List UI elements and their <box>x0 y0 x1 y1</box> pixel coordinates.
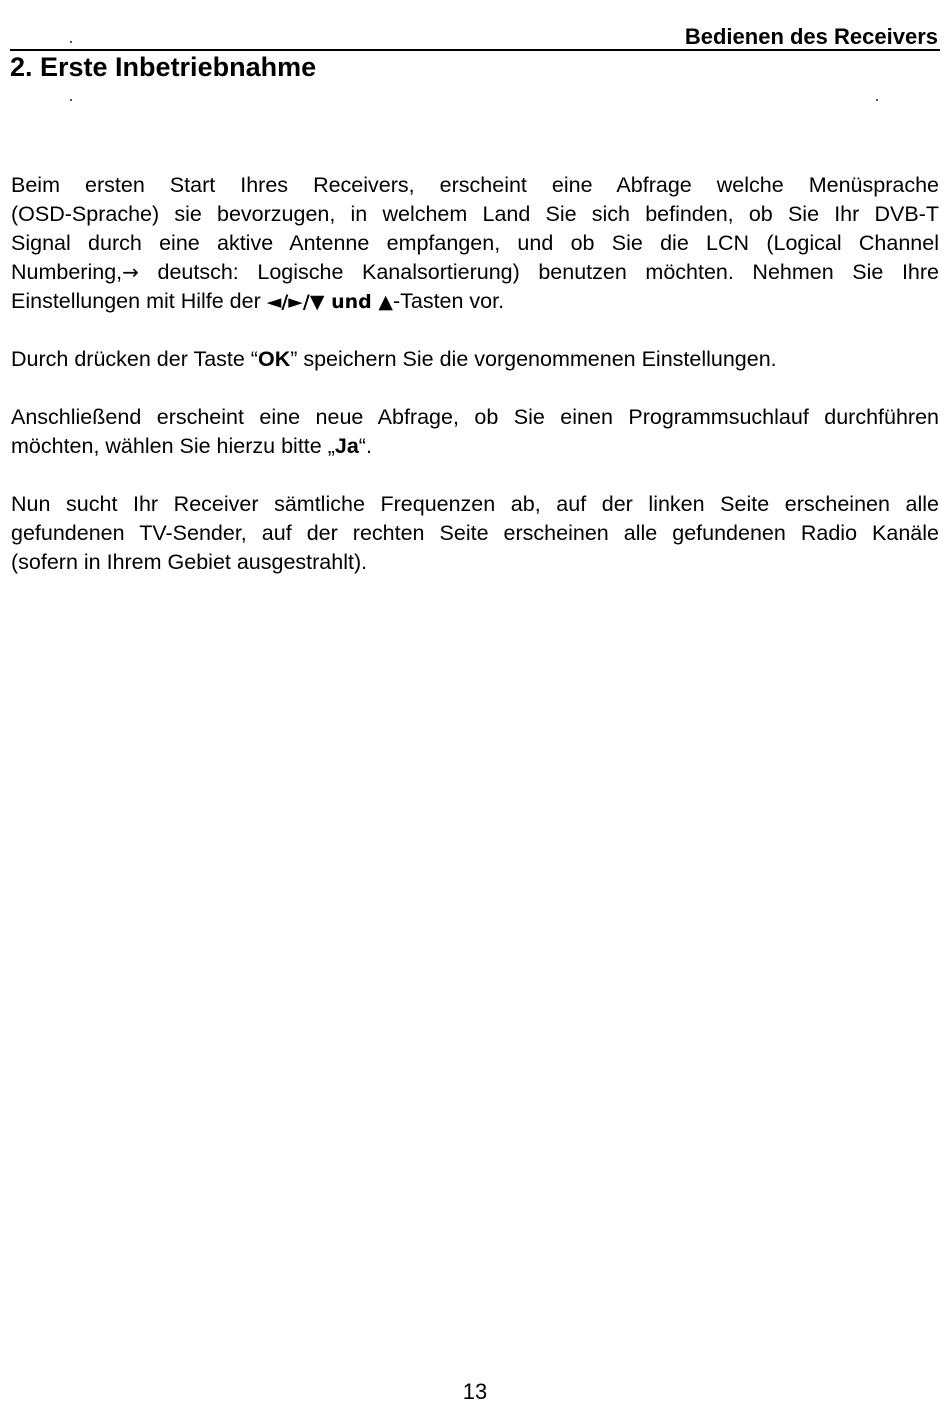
ok-key-label: OK <box>257 347 291 371</box>
text-fragment: “. <box>358 434 372 458</box>
paragraph-line: (OSD-Sprache) sie bevorzugen, in welchem Land Sie sich befinden, ob Sie Ihr DVB-T <box>11 202 939 226</box>
arrow-right-icon: → <box>122 260 139 284</box>
text-fragment: Numbering, <box>11 260 123 284</box>
paragraph-line: Nun sucht Ihr Receiver sämtliche Frequenzen ab, auf der linken Seite erscheinen alle <box>11 492 939 516</box>
paragraph-ok <box>11 345 939 374</box>
paragraph-line <box>11 432 939 461</box>
paragraph-line: Beim ersten Start Ihres Receivers, erscheint eine Abfrage welche Menüsprache <box>11 173 939 197</box>
paragraph-scan <box>11 490 939 577</box>
text-fragment: deutsch: Logische Kanalsortierung) benutzen möchten. Nehmen Sie Ihre <box>138 260 939 284</box>
paragraph-line: gefundenen TV-Sender, auf der rechten Seite erscheinen alle gefundenen Radio Kanäle <box>11 521 939 545</box>
paragraph-search <box>11 403 939 461</box>
paragraph-line <box>11 287 939 317</box>
chapter-title: 2. Erste Inbetriebnahme <box>10 52 317 82</box>
ja-key-label: Ja <box>334 434 359 458</box>
paragraph-line <box>11 345 939 374</box>
page-number: 13 <box>462 1379 488 1404</box>
paragraph-intro <box>11 171 939 317</box>
header-rule <box>10 49 940 51</box>
header-title: Bedienen des Receivers <box>684 24 938 49</box>
scan-speck <box>876 99 878 101</box>
arrow-keys-label: ◄/►/▼ und ▲ <box>266 291 393 313</box>
text-fragment: -Tasten vor. <box>392 289 505 313</box>
text-fragment: möchten, wählen Sie hierzu bitte „ <box>11 434 335 458</box>
text-fragment: Durch drücken der Taste “ <box>11 347 258 371</box>
text-fragment: ” speichern Sie die vorgenommenen Einstellungen. <box>290 347 777 371</box>
scan-speck <box>70 99 72 101</box>
scan-speck <box>70 41 72 43</box>
paragraph-line: Signal durch eine aktive Antenne empfangen, und ob Sie die LCN (Logical Channel <box>11 231 939 255</box>
paragraph-line: (sofern in Ihrem Gebiet ausgestrahlt). <box>11 550 368 574</box>
text-fragment: Einstellungen mit Hilfe der <box>11 289 267 313</box>
paragraph-line <box>11 258 939 287</box>
paragraph-line: Anschließend erscheint eine neue Abfrage, ob Sie einen Programmsuchlauf durchführen <box>11 405 939 429</box>
